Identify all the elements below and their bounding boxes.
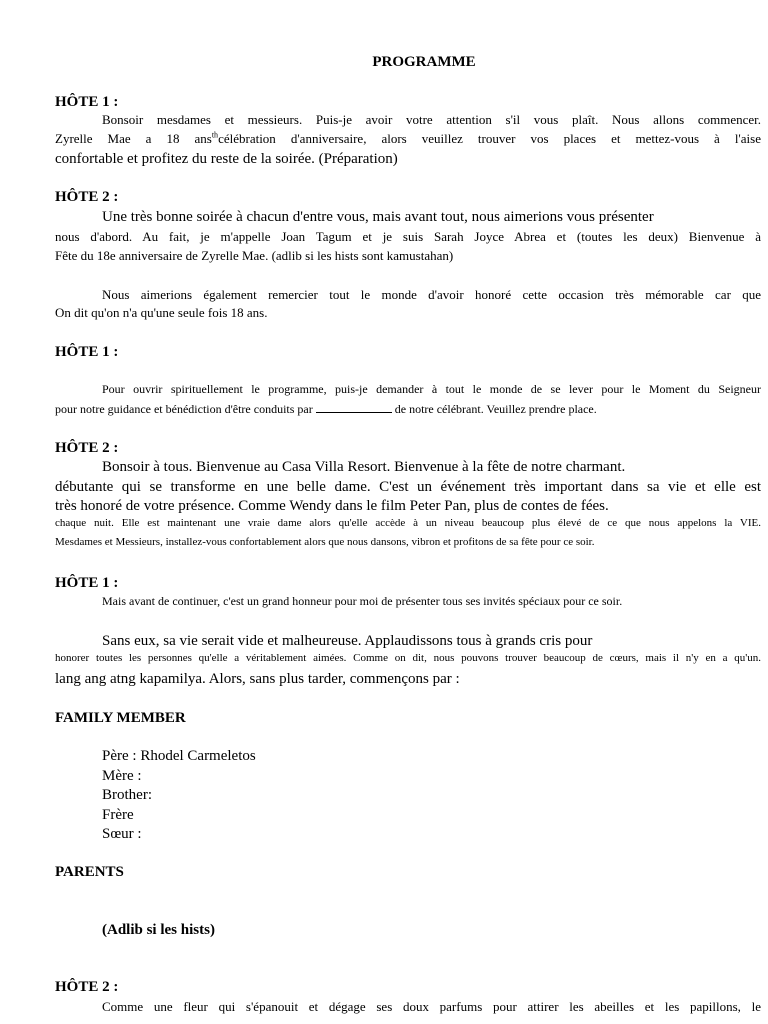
adlib-note: (Adlib si les hists) <box>102 922 215 938</box>
host-heading: HÔTE 1 : <box>55 94 119 110</box>
page-title: PROGRAMME <box>372 54 476 70</box>
family-member-item: Frère <box>102 807 134 823</box>
paragraph-line: très honoré de votre présence. Comme Wendy dans le film Peter Pan, plus de contes de fées. <box>55 498 609 514</box>
family-member-heading: FAMILY MEMBER <box>55 710 186 726</box>
paragraph-line: Bonsoir à tous. Bienvenue au Casa Villa Resort. Bienvenue à la fête de notre charmant. <box>102 459 626 475</box>
paragraph-line <box>55 132 761 145</box>
host-heading: HÔTE 1 : <box>55 575 119 591</box>
host-heading: HÔTE 1 : <box>55 344 119 360</box>
ordinal-suffix: th <box>211 130 219 140</box>
paragraph-line: Mais avant de continuer, c'est un grand honneur pour moi de présenter tous ses invités spéciaux pour ce soir. <box>102 594 623 608</box>
parents-heading: PARENTS <box>55 864 124 880</box>
paragraph-line: Pour ouvrir spirituellement le programme, puis-je demander à tout le monde de se lever pour le Moment du Seigneur <box>102 382 761 396</box>
paragraph-line <box>55 402 597 415</box>
paragraph-line: Une très bonne soirée à chacun d'entre vous, mais avant tout, nous aimerions vous présenter <box>102 209 654 225</box>
host-heading: HÔTE 2 : <box>55 979 119 995</box>
family-member-item: Sœur : <box>102 826 142 842</box>
paragraph-line: lang ang atng kapamilya. Alors, sans plus tarder, commençons par : <box>55 671 460 687</box>
host-heading: HÔTE 2 : <box>55 189 119 205</box>
family-member-item: Brother: <box>102 787 152 803</box>
paragraph-line: Comme une fleur qui s'épanouit et dégage ses doux parfums pour attirer les abeilles et les papillons, le <box>102 999 761 1014</box>
paragraph-line: On dit qu'on n'a qu'une seule fois 18 ans. <box>55 305 268 320</box>
paragraph-line: Mesdames et Messieurs, installez-vous confortablement alors que nous dansons, vibron et profitons de sa fête pour ce soir. <box>55 536 595 548</box>
paragraph-line: confortable et profitez du reste de la soirée. (Préparation) <box>55 151 398 167</box>
host-heading: HÔTE 2 : <box>55 440 119 456</box>
paragraph-line: Sans eux, sa vie serait vide et malheureuse. Applaudissons tous à grands cris pour <box>102 633 593 649</box>
paragraph-line: chaque nuit. Elle est maintenant une vraie dame alors qu'elle accède à un niveau beaucoup plus élevé de ce que nous appelons la VIE. <box>55 517 761 529</box>
blank-field <box>316 402 392 413</box>
paragraph-line: honorer toutes les personnes qu'elle a véritablement aimées. Comme on dit, nous pouvons trouver beaucoup de cœurs, mais il n'y en a qu'un. <box>55 652 761 664</box>
paragraph-line: débutante qui se transforme en une belle dame. C'est un événement très important dans sa vie et elle est <box>55 479 761 495</box>
line-text: célébration d'anniversaire, alors veuillez trouver vos places et mettez-vous à l'aise <box>218 131 761 146</box>
line-text: pour notre guidance et bénédiction d'être conduits par <box>55 402 313 416</box>
family-member-item: Père : Rhodel Carmeletos <box>102 748 256 764</box>
paragraph-line: Nous aimerions également remercier tout le monde d'avoir honoré cette occasion très mémorable car que <box>102 287 761 302</box>
line-text: de notre célébrant. Veuillez prendre place. <box>394 402 597 416</box>
paragraph-line: Bonsoir mesdames et messieurs. Puis-je avoir votre attention s'il vous plaît. Nous allons commencer. <box>102 112 761 127</box>
family-member-item: Mère : <box>102 768 142 784</box>
paragraph-line: Fête du 18e anniversaire de Zyrelle Mae. (adlib si les hists sont kamustahan) <box>55 248 454 263</box>
line-text: Zyrelle Mae a 18 ans <box>55 131 212 146</box>
paragraph-line: nous d'abord. Au fait, je m'appelle Joan Tagum et je suis Sarah Joyce Abrea et (toutes les deux) Bienvenue à <box>55 229 761 244</box>
